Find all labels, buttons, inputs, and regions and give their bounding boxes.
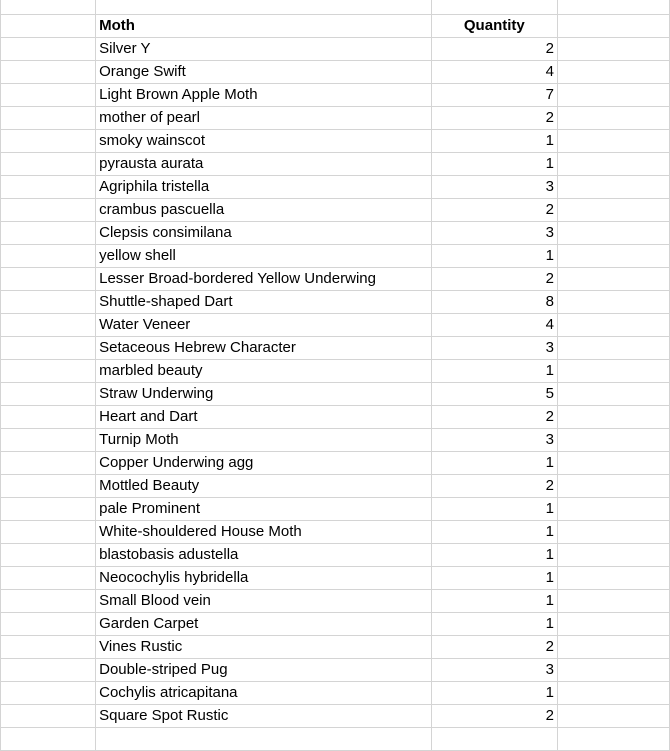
quantity-cell[interactable]: 1 <box>431 452 557 475</box>
table-row <box>1 314 670 337</box>
moth-name-cell[interactable]: Garden Carpet <box>96 613 431 636</box>
quantity-column-header[interactable]: Quantity <box>431 15 557 38</box>
table-row <box>1 475 670 498</box>
grid-cell[interactable] <box>558 544 670 567</box>
grid-cell[interactable] <box>1 130 96 153</box>
quantity-cell[interactable]: 3 <box>431 222 557 245</box>
table-row <box>1 337 670 360</box>
quantity-cell[interactable]: 1 <box>431 153 557 176</box>
table-row <box>1 268 670 291</box>
grid-cell[interactable] <box>558 130 670 153</box>
grid-cell[interactable] <box>558 567 670 590</box>
grid-body <box>1 0 670 751</box>
moth-name-cell[interactable]: smoky wainscot <box>96 130 431 153</box>
grid-cell[interactable] <box>558 222 670 245</box>
moth-name-cell[interactable]: Square Spot Rustic <box>96 705 431 728</box>
table-row <box>1 567 670 590</box>
grid-cell[interactable] <box>558 498 670 521</box>
table-row <box>1 429 670 452</box>
grid-cell[interactable] <box>558 314 670 337</box>
moth-name-cell[interactable]: Straw Underwing <box>96 383 431 406</box>
quantity-cell[interactable]: 5 <box>431 383 557 406</box>
quantity-cell[interactable]: 1 <box>431 130 557 153</box>
table-row <box>1 222 670 245</box>
moth-name-cell[interactable]: Copper Underwing agg <box>96 452 431 475</box>
grid-cell[interactable] <box>558 245 670 268</box>
moth-name-cell[interactable]: mother of pearl <box>96 107 431 130</box>
moth-name-cell[interactable]: Clepsis consimilana <box>96 222 431 245</box>
grid-cell[interactable] <box>1 429 96 452</box>
quantity-cell[interactable]: 8 <box>431 291 557 314</box>
moth-name-cell[interactable]: Mottled Beauty <box>96 475 431 498</box>
moth-name-cell[interactable]: Silver Y <box>96 38 431 61</box>
moth-name-cell[interactable]: Setaceous Hebrew Character <box>96 337 431 360</box>
grid-cell[interactable] <box>558 452 670 475</box>
moth-column-header[interactable]: Moth <box>96 15 431 38</box>
grid-cell[interactable] <box>558 406 670 429</box>
moth-name-cell[interactable]: crambus pascuella <box>96 199 431 222</box>
grid-cell[interactable] <box>1 498 96 521</box>
moth-name-cell[interactable]: Lesser Broad-bordered Yellow Underwing <box>96 268 431 291</box>
grid-cell[interactable] <box>558 383 670 406</box>
grid-cell[interactable] <box>558 590 670 613</box>
grid-cell[interactable] <box>1 268 96 291</box>
grid-cell[interactable] <box>558 521 670 544</box>
moth-name-cell[interactable]: Double-striped Pug <box>96 659 431 682</box>
table-row <box>1 360 670 383</box>
grid-cell[interactable] <box>1 636 96 659</box>
table-row <box>1 544 670 567</box>
grid-cell[interactable] <box>558 429 670 452</box>
grid-cell[interactable] <box>558 15 670 38</box>
moth-name-cell[interactable]: Agriphila tristella <box>96 176 431 199</box>
grid-cell[interactable] <box>1 84 96 107</box>
table-row <box>1 61 670 84</box>
table-row <box>1 383 670 406</box>
quantity-cell[interactable]: 2 <box>431 475 557 498</box>
grid-cell[interactable] <box>1 15 96 38</box>
table-row <box>1 498 670 521</box>
moth-name-cell[interactable]: pale Prominent <box>96 498 431 521</box>
quantity-cell[interactable]: 4 <box>431 314 557 337</box>
moth-name-cell[interactable]: Heart and Dart <box>96 406 431 429</box>
quantity-cell[interactable]: 2 <box>431 705 557 728</box>
grid-cell[interactable] <box>558 636 670 659</box>
table-row <box>1 406 670 429</box>
grid-cell[interactable] <box>1 406 96 429</box>
moth-name-cell[interactable]: marbled beauty <box>96 360 431 383</box>
grid-cell[interactable] <box>558 84 670 107</box>
grid-cell[interactable] <box>558 360 670 383</box>
grid-cell[interactable] <box>1 245 96 268</box>
moth-name-cell[interactable]: Cochylis atricapitana <box>96 682 431 705</box>
table-row <box>1 199 670 222</box>
grid-cell[interactable] <box>1 314 96 337</box>
grid-cell[interactable] <box>558 475 670 498</box>
table-row <box>1 107 670 130</box>
grid-cell[interactable] <box>96 0 431 15</box>
table-row <box>1 521 670 544</box>
grid-cell[interactable] <box>1 659 96 682</box>
grid-cell[interactable] <box>558 153 670 176</box>
table-row <box>1 291 670 314</box>
grid-cell[interactable] <box>558 613 670 636</box>
grid-cell[interactable] <box>1 199 96 222</box>
table-row <box>1 153 670 176</box>
quantity-cell[interactable]: 2 <box>431 38 557 61</box>
quantity-cell[interactable]: 2 <box>431 636 557 659</box>
moth-name-cell[interactable]: Light Brown Apple Moth <box>96 84 431 107</box>
grid-cell[interactable] <box>1 360 96 383</box>
table-row <box>1 38 670 61</box>
grid-cell[interactable] <box>1 544 96 567</box>
grid-cell[interactable] <box>558 176 670 199</box>
grid-cell[interactable] <box>1 107 96 130</box>
grid-cell[interactable] <box>558 659 670 682</box>
quantity-cell[interactable]: 1 <box>431 544 557 567</box>
grid-cell[interactable] <box>558 0 670 15</box>
quantity-cell[interactable]: 3 <box>431 659 557 682</box>
moth-name-cell[interactable]: Water Veneer <box>96 314 431 337</box>
grid-row-empty <box>1 728 670 751</box>
grid-cell[interactable] <box>1 383 96 406</box>
grid-cell[interactable] <box>558 38 670 61</box>
grid-cell[interactable] <box>1 521 96 544</box>
table-row <box>1 590 670 613</box>
quantity-cell[interactable]: 1 <box>431 245 557 268</box>
quantity-cell[interactable]: 1 <box>431 567 557 590</box>
grid-cell[interactable] <box>558 199 670 222</box>
quantity-cell[interactable]: 1 <box>431 590 557 613</box>
grid-cell[interactable] <box>431 728 557 751</box>
quantity-cell[interactable]: 3 <box>431 337 557 360</box>
quantity-cell[interactable]: 1 <box>431 521 557 544</box>
grid-cell[interactable] <box>431 0 557 15</box>
grid-cell[interactable] <box>1 475 96 498</box>
quantity-cell[interactable]: 7 <box>431 84 557 107</box>
grid-cell[interactable] <box>1 567 96 590</box>
moth-name-cell[interactable]: Neocochylis hybridella <box>96 567 431 590</box>
grid-cell[interactable] <box>558 291 670 314</box>
moth-name-cell[interactable]: blastobasis adustella <box>96 544 431 567</box>
quantity-cell[interactable]: 1 <box>431 682 557 705</box>
grid-cell[interactable] <box>1 153 96 176</box>
table-row <box>1 452 670 475</box>
grid-cell[interactable] <box>1 38 96 61</box>
moth-name-cell[interactable]: Shuttle-shaped Dart <box>96 291 431 314</box>
grid-cell[interactable] <box>1 613 96 636</box>
quantity-cell[interactable]: 3 <box>431 176 557 199</box>
grid-cell[interactable] <box>1 682 96 705</box>
table-row <box>1 682 670 705</box>
moth-name-cell[interactable]: pyrausta aurata <box>96 153 431 176</box>
table-row <box>1 705 670 728</box>
grid-cell[interactable] <box>1 728 96 751</box>
grid-cell[interactable] <box>1 0 96 15</box>
grid-cell[interactable] <box>558 728 670 751</box>
grid-cell[interactable] <box>1 590 96 613</box>
grid-cell[interactable] <box>96 728 431 751</box>
quantity-cell[interactable]: 2 <box>431 107 557 130</box>
moth-name-cell[interactable]: Vines Rustic <box>96 636 431 659</box>
grid-cell[interactable] <box>558 682 670 705</box>
quantity-cell[interactable]: 4 <box>431 61 557 84</box>
table-row <box>1 613 670 636</box>
grid-cell[interactable] <box>558 337 670 360</box>
grid-cell[interactable] <box>1 705 96 728</box>
moth-name-cell[interactable]: White-shouldered House Moth <box>96 521 431 544</box>
quantity-cell[interactable]: 2 <box>431 199 557 222</box>
moth-name-cell[interactable]: Small Blood vein <box>96 590 431 613</box>
grid-cell[interactable] <box>558 61 670 84</box>
table-row <box>1 176 670 199</box>
table-row <box>1 659 670 682</box>
moth-name-cell[interactable]: yellow shell <box>96 245 431 268</box>
grid-cell[interactable] <box>558 107 670 130</box>
table-row <box>1 245 670 268</box>
moth-name-cell[interactable]: Turnip Moth <box>96 429 431 452</box>
grid-cell[interactable] <box>1 61 96 84</box>
quantity-cell[interactable]: 1 <box>431 498 557 521</box>
grid-cell[interactable] <box>558 705 670 728</box>
quantity-cell[interactable]: 2 <box>431 406 557 429</box>
grid-cell[interactable] <box>1 337 96 360</box>
quantity-cell[interactable]: 1 <box>431 613 557 636</box>
moth-name-cell[interactable]: Orange Swift <box>96 61 431 84</box>
grid-row-partial <box>1 0 670 15</box>
grid-cell[interactable] <box>1 291 96 314</box>
quantity-cell[interactable]: 3 <box>431 429 557 452</box>
grid-cell[interactable] <box>1 222 96 245</box>
quantity-cell[interactable]: 1 <box>431 360 557 383</box>
grid-cell[interactable] <box>1 452 96 475</box>
grid-cell[interactable] <box>1 176 96 199</box>
grid-cell[interactable] <box>558 268 670 291</box>
table-row <box>1 84 670 107</box>
table-row <box>1 130 670 153</box>
quantity-cell[interactable]: 2 <box>431 268 557 291</box>
header-row <box>1 15 670 38</box>
table-row <box>1 636 670 659</box>
